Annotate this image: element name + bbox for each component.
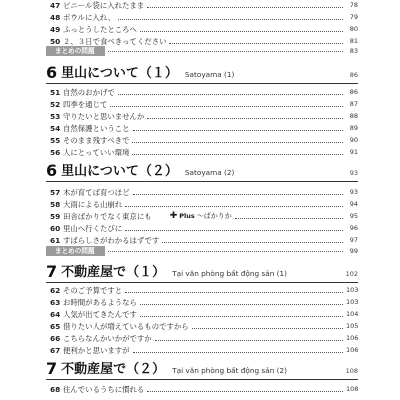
chapter-subtitle: Tại văn phòng bất động sản (2) bbox=[172, 366, 287, 375]
toc-entry[interactable] bbox=[50, 234, 358, 245]
entry-title: お時間があるようなら bbox=[63, 298, 137, 307]
entry-title: 里山へ行くたびに bbox=[63, 224, 123, 233]
entry-number: 47 bbox=[50, 1, 61, 10]
leader-dots bbox=[133, 129, 343, 131]
leader-dots bbox=[125, 205, 343, 207]
entry-number: 54 bbox=[50, 124, 61, 133]
chapter-title: 里山について（２） bbox=[61, 164, 178, 179]
entry-number: 62 bbox=[50, 286, 61, 295]
entry-page: 83 bbox=[349, 47, 358, 55]
entry-page: 79 bbox=[349, 13, 358, 21]
entry-title: そのご予算ですと bbox=[63, 286, 123, 295]
chapter-page: 86 bbox=[349, 71, 358, 79]
leader-dots bbox=[140, 315, 343, 317]
entry-number: 67 bbox=[50, 346, 61, 355]
chapter-subtitle: Satoyama (2) bbox=[184, 168, 235, 177]
toc-entry[interactable] bbox=[50, 35, 358, 46]
leader-dots bbox=[155, 339, 343, 341]
chapter-number: 6 bbox=[46, 161, 58, 180]
leader-dots bbox=[118, 18, 343, 20]
entry-number: 52 bbox=[50, 100, 61, 109]
chapter-number: 7 bbox=[46, 262, 58, 281]
entry-number: 48 bbox=[50, 13, 61, 22]
toc-entry[interactable] bbox=[50, 122, 358, 133]
entry-title: 自然のおかげで bbox=[63, 88, 115, 97]
toc-entry[interactable] bbox=[50, 86, 358, 97]
plus-note bbox=[170, 212, 232, 221]
toc-entry[interactable] bbox=[50, 332, 358, 343]
chapter-rule bbox=[46, 83, 358, 84]
chapter-rule bbox=[46, 181, 358, 182]
entry-page: 99 bbox=[349, 247, 358, 255]
entry-number: 59 bbox=[50, 212, 61, 221]
entry-page: 95 bbox=[349, 212, 358, 220]
leader-dots bbox=[125, 229, 343, 231]
entry-title: 借りたい人が増えているものですから bbox=[63, 322, 189, 331]
leader-dots bbox=[110, 105, 343, 107]
entry-page: 104 bbox=[346, 310, 359, 318]
toc-entry[interactable] bbox=[50, 98, 358, 109]
chapter-number: 6 bbox=[46, 63, 58, 82]
entry-number: 65 bbox=[50, 322, 61, 331]
summary-label: まとめの問題 bbox=[46, 246, 105, 256]
toc-entry[interactable] bbox=[50, 146, 358, 157]
toc-entry[interactable] bbox=[50, 383, 358, 394]
entry-title: 便利かと思いますが bbox=[63, 346, 130, 355]
entry-number: 56 bbox=[50, 148, 61, 157]
entry-number: 61 bbox=[50, 236, 61, 245]
chapter-heading[interactable] bbox=[46, 64, 358, 82]
toc-entry[interactable] bbox=[50, 11, 358, 22]
entry-page: 81 bbox=[349, 37, 358, 45]
leader-dots bbox=[133, 351, 343, 353]
toc-entry[interactable] bbox=[50, 198, 358, 209]
summary-label: まとめの問題 bbox=[46, 46, 105, 56]
entry-number: 49 bbox=[50, 25, 61, 34]
entry-page: 89 bbox=[349, 124, 358, 132]
entry-title: 四季を通じて bbox=[63, 100, 108, 109]
summary-exercise-entry[interactable] bbox=[46, 246, 358, 256]
chapter-page: 108 bbox=[345, 367, 358, 375]
toc-entry[interactable] bbox=[50, 344, 358, 355]
chapter-rule bbox=[46, 282, 358, 283]
entry-page: 103 bbox=[346, 298, 359, 306]
entry-page: 103 bbox=[346, 286, 359, 294]
leader-dots bbox=[132, 141, 343, 143]
leader-dots bbox=[118, 93, 343, 95]
chapter-heading[interactable] bbox=[46, 162, 358, 180]
chapter-page: 102 bbox=[345, 270, 358, 278]
chapter-heading[interactable] bbox=[46, 263, 358, 281]
leader-dots bbox=[125, 291, 343, 293]
chapter-title: 不動産屋で（２） bbox=[61, 362, 166, 377]
toc-entry[interactable] bbox=[50, 110, 358, 121]
leader-dots bbox=[147, 390, 343, 392]
chapter-rule bbox=[46, 379, 358, 380]
entry-page: 108 bbox=[346, 385, 359, 393]
plus-icon: ✚ bbox=[169, 211, 178, 221]
leader-dots bbox=[147, 117, 343, 119]
leader-dots bbox=[108, 251, 343, 252]
leader-dots bbox=[132, 153, 343, 155]
chapter-page: 93 bbox=[349, 169, 358, 177]
entry-number: 63 bbox=[50, 298, 61, 307]
entry-number: 50 bbox=[50, 37, 61, 46]
leader-dots bbox=[140, 303, 343, 305]
toc-entry[interactable] bbox=[50, 23, 358, 34]
entry-title: こちらなんかいかがですか bbox=[63, 334, 152, 343]
summary-exercise-entry[interactable] bbox=[46, 46, 358, 56]
entry-number: 57 bbox=[50, 188, 61, 197]
entry-title: 住んでいるうちに慣れる bbox=[63, 385, 145, 394]
toc-entry[interactable] bbox=[50, 210, 358, 221]
entry-title: 守りたいと思いませんか bbox=[63, 112, 145, 121]
entry-number: 53 bbox=[50, 112, 61, 121]
entry-title: そのまま残すべきで bbox=[63, 136, 130, 145]
chapter-number: 7 bbox=[46, 359, 58, 378]
leader-dots bbox=[133, 193, 343, 195]
toc-entry[interactable] bbox=[50, 284, 358, 295]
entry-title: 自然保護ということ bbox=[63, 124, 130, 133]
leader-dots bbox=[192, 327, 343, 329]
entry-title: ボウルに入れ、 bbox=[63, 13, 115, 22]
entry-title: ２、３日で食べきってください bbox=[63, 37, 167, 46]
entry-page: 87 bbox=[349, 100, 358, 108]
entry-page: 94 bbox=[349, 200, 358, 208]
chapter-subtitle: Tại văn phòng bất động sản (1) bbox=[172, 269, 287, 278]
toc-entry[interactable] bbox=[50, 308, 358, 319]
chapter-title: 里山について（１） bbox=[61, 66, 178, 81]
entry-page: 86 bbox=[349, 88, 358, 96]
entry-page: 105 bbox=[346, 322, 359, 330]
entry-page: 90 bbox=[349, 136, 358, 144]
entry-title: 人にとっていい環境 bbox=[63, 148, 130, 157]
entry-page: 93 bbox=[349, 188, 358, 196]
entry-page: 97 bbox=[349, 236, 358, 244]
toc-entry[interactable] bbox=[50, 186, 358, 197]
entry-page: 106 bbox=[346, 334, 359, 342]
plus-label: Plus bbox=[179, 212, 195, 220]
chapter-title: 不動産屋で（１） bbox=[61, 265, 166, 280]
entry-number: 66 bbox=[50, 334, 61, 343]
entry-page: 88 bbox=[349, 112, 358, 120]
leader-dots bbox=[140, 30, 343, 32]
chapter-subtitle: Satoyama (1) bbox=[184, 70, 235, 79]
entry-number: 51 bbox=[50, 88, 61, 97]
entry-page: 78 bbox=[349, 1, 358, 9]
entry-page: 96 bbox=[349, 224, 358, 232]
leader-dots bbox=[162, 241, 343, 243]
entry-page: 106 bbox=[346, 346, 359, 354]
entry-title: 田舎ばかりでなく東京にも bbox=[63, 212, 152, 221]
toc-entry[interactable] bbox=[50, 134, 358, 145]
chapter-heading[interactable] bbox=[46, 360, 358, 378]
entry-title: ふっとうしたところへ bbox=[63, 25, 137, 34]
entry-number: 55 bbox=[50, 136, 61, 145]
leader-dots bbox=[235, 217, 343, 219]
entry-page: 80 bbox=[349, 25, 358, 33]
entry-title: 木が育てば育つほど bbox=[63, 188, 130, 197]
entry-number: 64 bbox=[50, 310, 61, 319]
entry-number: 58 bbox=[50, 200, 61, 209]
toc-entry[interactable] bbox=[50, 320, 358, 331]
plus-text: ～ばかりか bbox=[196, 212, 232, 220]
entry-title: すばらしさがわかるはずです bbox=[63, 236, 160, 245]
entry-number: 68 bbox=[50, 385, 61, 394]
toc-entry[interactable] bbox=[50, 0, 358, 10]
toc-entry[interactable] bbox=[50, 296, 358, 307]
entry-title: ビニール袋に入れたまま bbox=[63, 1, 145, 10]
entry-page: 91 bbox=[349, 148, 358, 156]
leader-dots bbox=[147, 6, 343, 8]
entry-number: 60 bbox=[50, 224, 61, 233]
leader-dots bbox=[169, 42, 343, 44]
entry-title: 人気が出てきたんです bbox=[63, 310, 137, 319]
leader-dots bbox=[108, 51, 343, 52]
entry-title: 大雨による山崩れ bbox=[63, 200, 123, 209]
toc-entry[interactable] bbox=[50, 222, 358, 233]
